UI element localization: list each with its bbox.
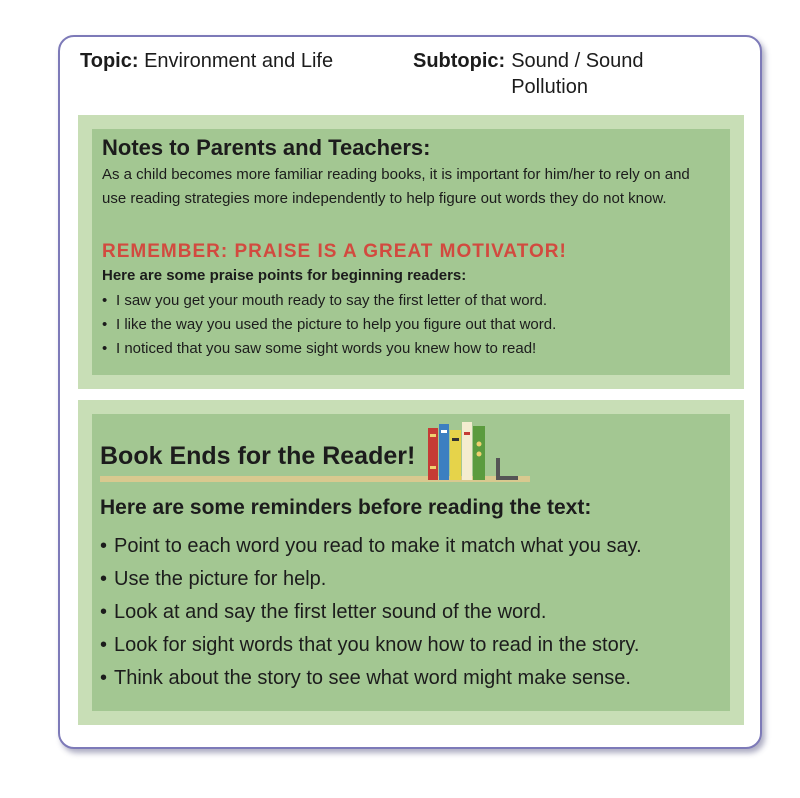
bullet-icon: • — [100, 634, 108, 656]
list-item — [100, 563, 642, 596]
reminders-list — [100, 530, 642, 695]
topic — [80, 48, 333, 74]
bullet-icon: • — [100, 667, 108, 689]
books-icon — [426, 418, 526, 484]
bullet-icon: • — [102, 340, 108, 357]
notes-body: As a child becomes more familiar reading books, it is important for him/her to rely on and use reading strategies more independently to help figure out words they do not know. — [102, 166, 690, 207]
praise-point: I like the way you used the picture to help you figure out that word. — [116, 316, 557, 333]
remember-heading: REMEMBER: PRAISE IS A GREAT MOTIVATOR! — [102, 241, 567, 262]
bullet-icon: • — [100, 535, 108, 557]
book-ends-title: Book Ends for the Reader! — [100, 442, 416, 470]
reminder-text: Point to each word you read to make it match what you say. — [114, 535, 642, 557]
notes-title: Notes to Parents and Teachers: — [102, 135, 431, 160]
list-item — [102, 313, 556, 337]
bullet-icon: • — [100, 601, 108, 623]
notes-panel-inner — [92, 129, 730, 375]
worksheet-card — [58, 35, 762, 749]
list-item — [100, 596, 642, 629]
bullet-icon: • — [102, 316, 108, 333]
praise-point: I noticed that you saw some sight words you knew how to read! — [116, 340, 537, 357]
list-item — [100, 629, 642, 662]
topic-value: Environment and Life — [144, 50, 334, 72]
subtopic-value: Sound / Sound Pollution — [511, 50, 644, 98]
topic-label: Topic: — [80, 50, 139, 72]
reminders-heading: Here are some reminders before reading the text: — [100, 496, 592, 519]
bullet-icon: • — [102, 292, 108, 309]
reminder-text: Look for sight words that you know how to read in the story. — [114, 634, 640, 656]
bullet-icon: • — [100, 568, 108, 590]
praise-heading: Here are some praise points for beginning readers: — [102, 267, 467, 284]
reminder-text: Look at and say the first letter sound of the word. — [114, 601, 547, 623]
praise-point: I saw you get your mouth ready to say the first letter of that word. — [116, 292, 548, 309]
praise-list — [102, 289, 556, 361]
list-item — [102, 289, 556, 313]
book-ends-panel — [78, 400, 744, 725]
list-item — [100, 530, 642, 563]
reminder-text: Use the picture for help. — [114, 568, 327, 590]
subtopic — [413, 48, 681, 100]
subtopic-label: Subtopic: — [413, 50, 506, 72]
list-item — [102, 337, 556, 361]
topic-header — [80, 48, 740, 114]
list-item — [100, 662, 642, 695]
book-ends-panel-inner — [92, 414, 730, 711]
notes-panel — [78, 115, 744, 389]
reminder-text: Think about the story to see what word might make sense. — [114, 667, 631, 689]
